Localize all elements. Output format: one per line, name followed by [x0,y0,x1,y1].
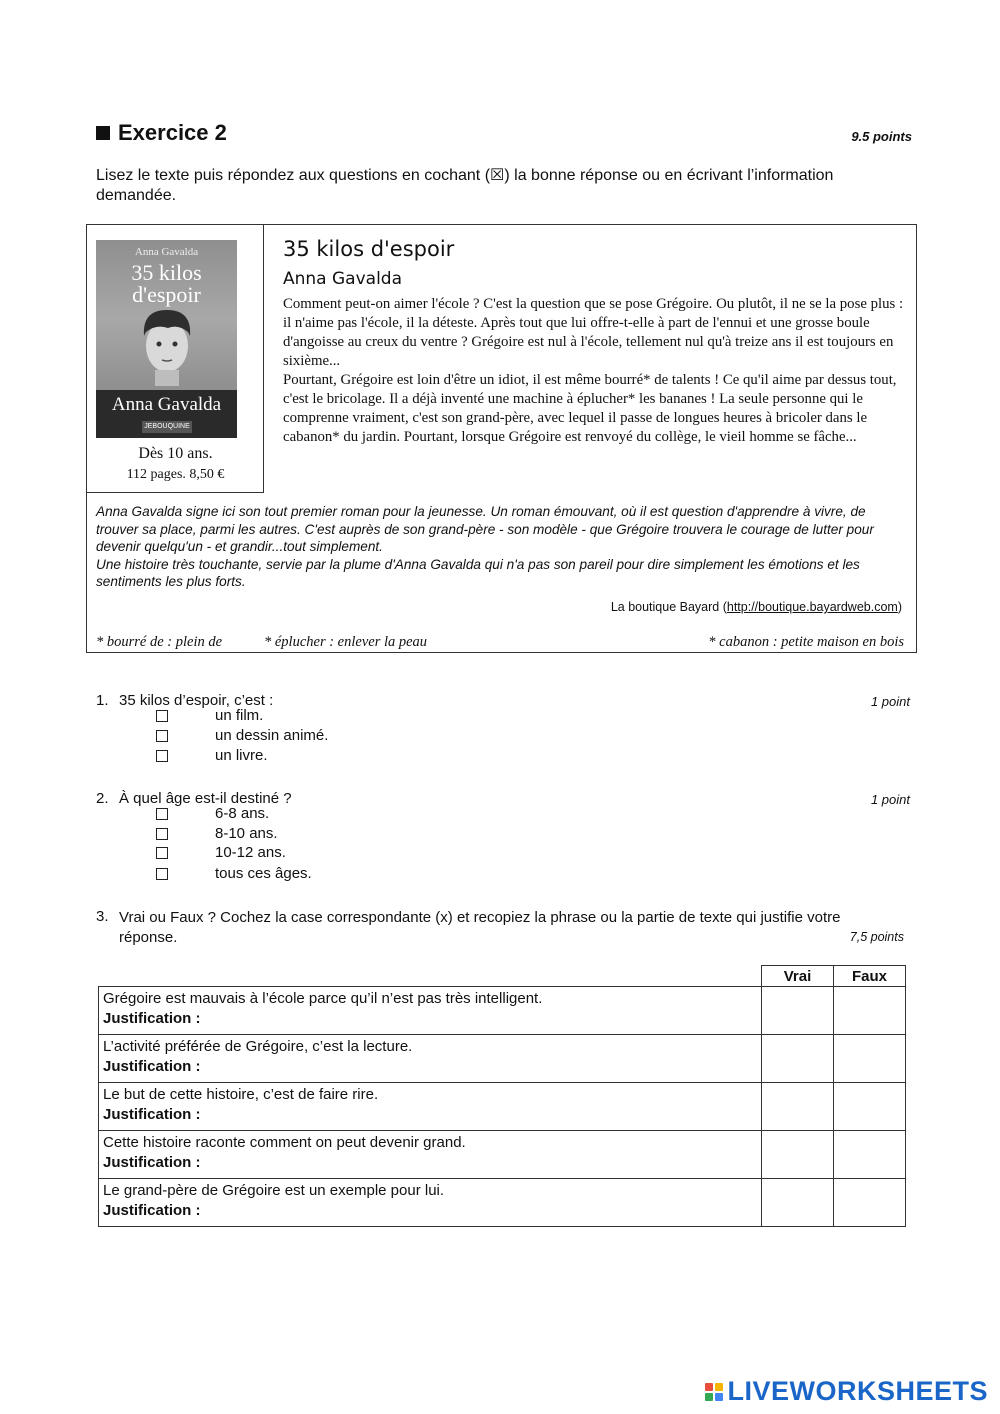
table-row [99,1083,906,1131]
col-vrai: Vrai [762,966,834,987]
review-paragraph-1: Anna Gavalda signe ici son tout premier roman pour la jeunesse. Un roman émouvant, où il est question d'apprendre à vivre, de trouver sa place, parmi les autres. C'est auprès de son grand-père - son modèle - que Grégoire trouvera le courage de lutter pour devenir quelqu'un - et grandir...tout simplement. [96,504,874,554]
glossary-item-bourre: * bourré de : plein de [96,634,223,650]
q1-option-2[interactable] [156,727,329,744]
book-summary [283,295,907,447]
col-faux: Faux [834,966,906,987]
table-corner [99,966,762,987]
question-3-text: Vrai ou Faux ? Cochez la case correspondante (x) et recopiez la phrase ou la partie de texte qui justifie votre réponse. [119,909,841,946]
checkbox-icon[interactable] [156,847,168,859]
table-row [99,1035,906,1083]
table-row [99,1179,906,1227]
justification-label: Justification : [103,1154,201,1171]
book-cover-image [96,240,237,438]
book-card [86,224,917,653]
review-source [611,600,902,614]
cover-author: Anna Gavalda [111,394,222,415]
vrai-checkbox-cell[interactable] [762,987,834,1035]
liveworksheets-logo-icon [705,1383,723,1401]
vrai-checkbox-cell[interactable] [762,1035,834,1083]
statement-text: Le grand-père de Grégoire est un exemple pour lui. [103,1182,445,1199]
statement-cell[interactable] [99,1035,762,1083]
cover-title: 35 kilos d'espoir [131,260,202,307]
publisher-logo: JEBOUQUINE [142,421,192,433]
statement-cell[interactable] [99,1179,762,1227]
checkbox-icon[interactable] [156,730,168,742]
glossary-item-cabanon: * cabanon : petite maison en bois [708,634,904,650]
q2-option-4[interactable] [156,865,312,882]
glossary-item-eplucher: * éplucher : enlever la peau [264,634,428,650]
brand-text: LIVEWORKSHEETS [727,1376,988,1406]
checkbox-icon[interactable] [156,750,168,762]
vrai-checkbox-cell[interactable] [762,1083,834,1131]
true-false-table [98,965,906,1227]
faux-checkbox-cell[interactable] [834,1179,906,1227]
q2-option-1[interactable] [156,805,270,822]
vrai-checkbox-cell[interactable] [762,1131,834,1179]
source-name: La boutique Bayard ( [610,600,727,614]
statement-text: L’activité préférée de Grégoire, c’est la lecture. [103,1038,413,1055]
statement-cell[interactable] [99,987,762,1035]
instructions: Lisez le texte puis répondez aux questions en cochant (☒) la bonne réponse ou en écrivant l’information demandée. [96,167,834,204]
faux-checkbox-cell[interactable] [834,1035,906,1083]
book-age: Dès 10 ans. [138,445,213,462]
book-pages-price: 112 pages. 8,50 € [126,467,225,482]
justification-label: Justification : [103,1202,201,1219]
source-link[interactable]: http://boutique.bayardweb.com [726,600,898,614]
justification-label: Justification : [103,1058,201,1075]
option-label: tous ces âges. [215,865,312,882]
faux-checkbox-cell[interactable] [834,987,906,1035]
checkbox-icon[interactable] [156,828,168,840]
justification-label: Justification : [103,1106,201,1123]
statement-cell[interactable] [99,1131,762,1179]
option-label: 8-10 ans. [215,825,278,842]
book-author: Anna Gavalda [283,269,402,289]
summary-paragraph-1: Comment peut-on aimer l'école ? C'est la question que se pose Grégoire. Ou plutôt, il ne se la pose plus : il n'aime pas l'école, il la déteste. Après tout que lui offre-t-elle à part de l'ennui et une grosse boule d'angoisse au creux du ventre ? Grégoire est nul à l'école, tellement nul qu'à treize ans il est toujours en sixième... [283,296,904,369]
checkbox-icon[interactable] [156,868,168,880]
question-1-text: 35 kilos d’espoir, c’est : [119,692,274,709]
faux-checkbox-cell[interactable] [834,1131,906,1179]
table-row [99,1131,906,1179]
option-label: un dessin animé. [215,727,329,744]
q1-option-3[interactable] [156,747,268,764]
exercise-title [96,120,227,146]
square-bullet-icon [96,126,110,140]
logo-square-4 [715,1393,723,1401]
review-paragraph-2: Une histoire très touchante, servie par la plume d'Anna Gavalda qui n'a pas son pareil pour dire simplement les émotions et les sentiments les plus forts. [96,556,860,589]
question-2-number: 2. [96,790,109,807]
option-label: 6-8 ans. [215,805,270,822]
logo-square-1 [705,1383,713,1391]
source-end: ) [897,600,902,614]
question-2-points: 1 point [870,792,910,807]
statement-text: Grégoire est mauvais à l’école parce qu’il n’est pas très intelligent. [103,990,543,1007]
checkbox-icon[interactable] [156,710,168,722]
book-review [96,503,908,591]
faux-checkbox-cell[interactable] [834,1083,906,1131]
statement-cell[interactable] [99,1083,762,1131]
option-label: un film. [215,707,264,724]
question-3-number: 3. [96,908,109,925]
vrai-checkbox-cell[interactable] [762,1179,834,1227]
boy-portrait-icon [138,306,196,386]
option-label: un livre. [215,747,268,764]
justification-label: Justification : [103,1010,201,1027]
q2-option-3[interactable] [156,844,286,861]
statement-text: Cette histoire raconte comment on peut devenir grand. [103,1134,466,1151]
book-title: 35 kilos d'espoir [283,237,455,261]
exercise-title-text: Exercice 2 [118,120,227,145]
checkbox-icon[interactable] [156,808,168,820]
question-1-points: 1 point [870,694,910,709]
q1-option-1[interactable] [156,707,264,724]
option-label: 10-12 ans. [215,844,286,861]
table-row [99,987,906,1035]
cover-author-top: Anna Gavalda [134,246,199,258]
question-2-text: À quel âge est-il destiné ? [119,790,292,807]
question-1-number: 1. [96,692,109,709]
exercise-points: 9.5 points [851,129,912,144]
cover-cell [87,225,264,493]
statement-text: Le but de cette histoire, c’est de faire rire. [103,1086,379,1103]
question-3-points: 7,5 points [849,930,904,944]
logo-square-3 [705,1393,713,1401]
q2-option-2[interactable] [156,825,278,842]
logo-square-2 [715,1383,723,1391]
liveworksheets-brand[interactable] [705,1376,988,1407]
summary-paragraph-2: Pourtant, Grégoire est loin d'être un idiot, il est même bourré* de talents ! Ce qu'il aime par dessus tout, c'est le bricolage. Il a déjà inventé une machine à éplucher* les bananes ! La seule personne qui le comprenne vraiment, c'est son grand-père, avec lequel il passe de longues heures à bricoler dans le cabanon* du jardin. Pourtant, lorsque Grégoire est renvoyé du collège, le vieil homme se fâche... [283,372,897,445]
